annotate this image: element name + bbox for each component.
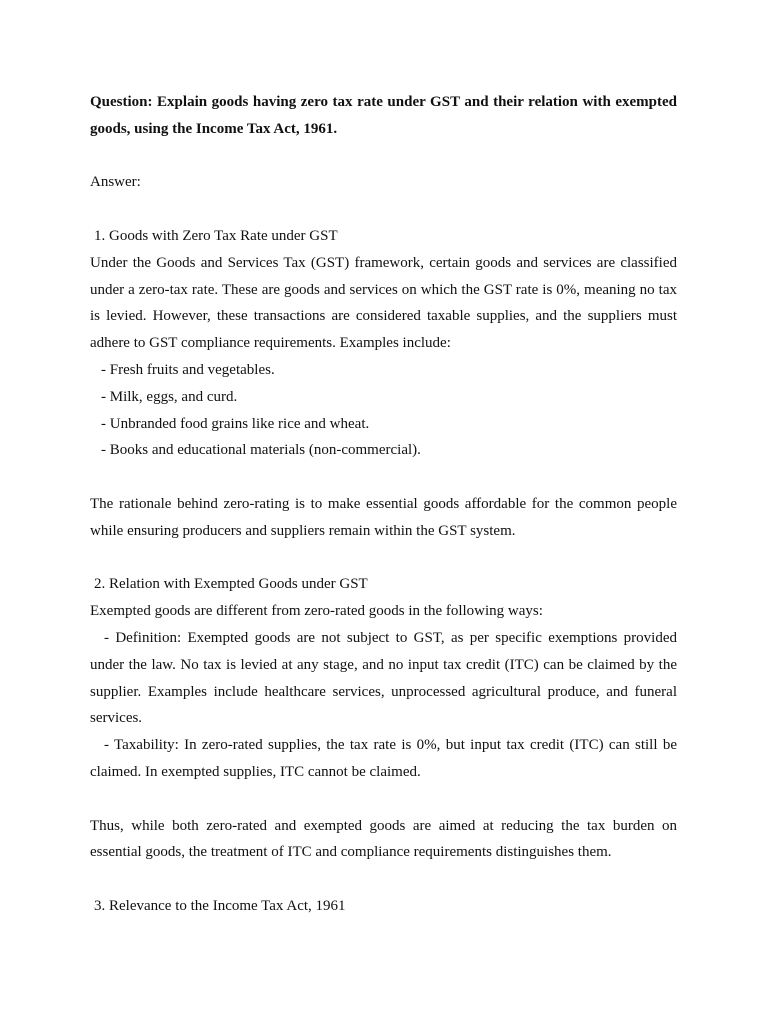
section-2-heading: 2. Relation with Exempted Goods under GST — [94, 576, 368, 593]
section-2-intro: Exempted goods are different from zero-rated goods in the following ways: — [90, 603, 543, 620]
taxability-point: - Taxability: In zero-rated supplies, the tax rate is 0%, but input tax credit (ITC) can still be claimed. In exempted supplies, ITC cannot be claimed. — [90, 737, 677, 780]
section-2-conclusion: Thus, while both zero-rated and exempted goods are aimed at reducing the tax burden on essential goods, the treatment of ITC and compliance requirements distinguishes them. — [90, 817, 677, 861]
question-text: Question: Explain goods having zero tax rate under GST and their relation with exempted goods, using the Income Tax Act, 1961. — [90, 94, 677, 137]
spacer — [90, 545, 677, 572]
document-page — [90, 89, 677, 920]
spacer — [90, 196, 677, 223]
example-item: - Milk, eggs, and curd. — [101, 388, 238, 405]
definition-point: - Definition: Exempted goods are not subject to GST, as per specific exemptions provided under the law. No tax is levied at any stage, and no input tax credit (ITC) can be claimed by the supplier. Examples include healthcare services, unprocessed agricultural produce, and funeral services. — [90, 629, 677, 727]
section-1-heading: 1. Goods with Zero Tax Rate under GST — [94, 227, 338, 244]
section-3-heading: 3. Relevance to the Income Tax Act, 1961 — [94, 897, 346, 914]
section-1-intro: Under the Goods and Services Tax (GST) framework, certain goods and services are classified under a zero-tax rate. These are goods and services on which the GST rate is 0%, meaning no tax is levied. However, these transactions are considered taxable supplies, and the suppliers must adhere to GST compliance requirements. Examples include: — [90, 254, 677, 352]
example-item: - Fresh fruits and vegetables. — [101, 361, 275, 378]
spacer — [90, 464, 677, 491]
spacer — [90, 143, 677, 170]
example-item: - Books and educational materials (non-commercial). — [101, 442, 421, 459]
spacer — [90, 866, 677, 893]
spacer — [90, 786, 677, 813]
section-1-rationale: The rationale behind zero-rating is to make essential goods affordable for the common people while ensuring producers and suppliers remain within the GST system. — [90, 495, 677, 539]
example-item: - Unbranded food grains like rice and wheat. — [101, 415, 370, 432]
answer-label: Answer: — [90, 174, 141, 191]
